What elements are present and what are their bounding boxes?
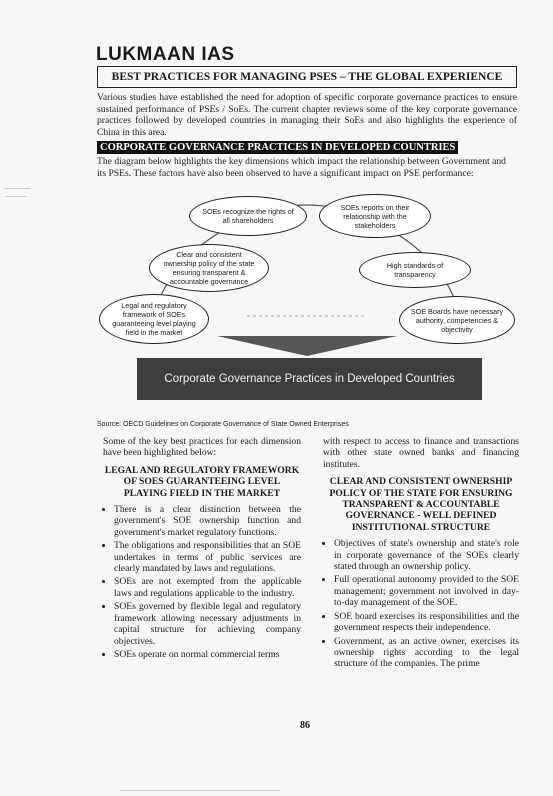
- list-item: • Government, as an active owner, exercises its ownership rights according to the legal structure of the companies. The prime: [334, 636, 519, 670]
- governance-diagram: [97, 186, 517, 414]
- list-item: • SOEs operate on normal commercial terms: [114, 649, 301, 660]
- left-heading: LEGAL AND REGULATORY FRAMEWORK OF SOES GUARANTEEING LEVEL PLAYING FIELD IN THE MARKET: [104, 464, 300, 499]
- right-column: [323, 436, 519, 672]
- scan-artifact: [120, 790, 280, 791]
- down-arrow-icon: [217, 336, 397, 356]
- left-column: [103, 436, 301, 662]
- page-number: 86: [300, 720, 310, 731]
- section-description: The diagram below highlights the key dimensions which impact the relationship between Government and its PSEs. These factors have also been observed to have a significant impact on PSE performance:: [97, 156, 506, 179]
- list-item: • There is a clear distinction between the government's SOE ownership function and government's market regulatory functions.: [114, 504, 301, 538]
- diagram-node-stakeholders: SOEs reports on their relationship with the stakeholders: [319, 194, 431, 238]
- diagram-node-shareholders: SOEs recognize the rights of all shareholders: [189, 196, 307, 236]
- chapter-title: BEST PRACTICES FOR MANAGING PSES – THE GLOBAL EXPERIENCE: [97, 66, 517, 88]
- list-item: • SOE board exercises its responsibilities and the government respects their independence.: [334, 611, 519, 634]
- list-item: • The obligations and responsibilities that an SOE undertakes in terms of public services are clearly mandated by laws and regulations.: [114, 540, 301, 574]
- brand-title: LUKMAAN IAS: [96, 44, 235, 65]
- source-note: Source: OECD Guidelines on Corporate Governance of State Owned Enterprises: [97, 421, 349, 428]
- left-bullet-list: [103, 504, 301, 660]
- list-item: • Objectives of state's ownership and state's role in corporate governance of the SOEs clearly stated through an ownership policy.: [334, 538, 519, 572]
- right-bullet-list: [323, 538, 519, 669]
- scan-artifact: [4, 188, 30, 189]
- section-heading: CORPORATE GOVERNANCE PRACTICES IN DEVELOPED COUNTRIES: [97, 141, 458, 154]
- right-heading: CLEAR AND CONSISTENT OWNERSHIP POLICY OF THE STATE FOR ENSURING TRANSPARENT & ACCOUNTABLE GOVERNANCE - WELL DEFINED INSTITUTIONAL STRUCTURE: [329, 476, 513, 533]
- list-item: • Full operational autonomy provided to the SOE management; government not involved in day-to-day management of the SOE.: [334, 574, 519, 608]
- right-lead: with respect to access to finance and transactions with other state owned banks and financing institutes.: [323, 436, 519, 470]
- list-item: • SOEs are not exempted from the applicable laws and regulations applicable to the industry.: [114, 576, 301, 599]
- scan-artifact: [6, 196, 26, 197]
- diagram-node-soe-boards: SOE Boards have necessary authority, competencies & objectivity: [399, 296, 515, 344]
- diagram-node-transparency: High standards of transparency: [359, 252, 471, 288]
- diagram-banner: Corporate Governance Practices in Developed Countries: [137, 358, 482, 400]
- left-lead: Some of the key best practices for each dimension have been highlighted below:: [103, 436, 301, 459]
- diagram-node-ownership-policy: Clear and consistent ownership policy of the state ensuring transparent & accountable governance: [149, 244, 269, 292]
- list-item: • SOEs governed by flexible legal and regulatory framework allowing necessary adjustments in capital structure for achieving company objectives.: [114, 601, 301, 647]
- intro-paragraph: Various studies have established the need for adoption of specific corporate governance practices to ensure sustained performance of PSEs / SoEs. The current chapter reviews some of the key corporate governance practices followed by developed countries in managing their SoEs and also highlights the experience of China in this area.: [97, 92, 517, 138]
- diagram-node-legal-framework: Legal and regulatory framework of SOEs guaranteeing level playing field in the market: [99, 294, 209, 344]
